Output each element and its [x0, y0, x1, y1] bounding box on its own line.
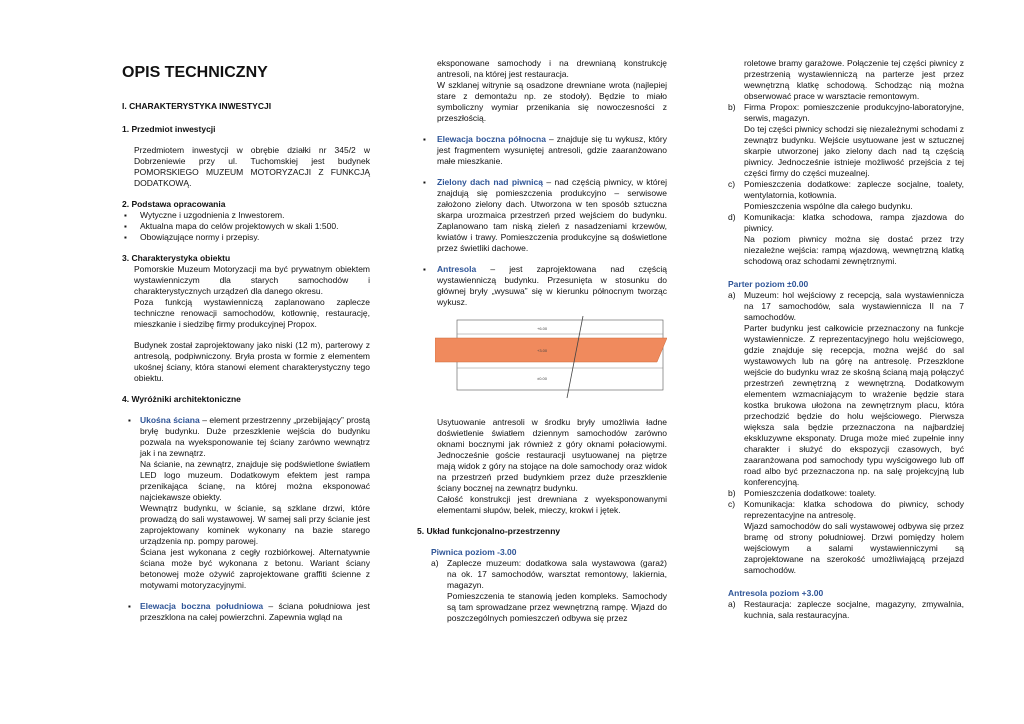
list-item-ground-a: [728, 290, 964, 488]
list-item-text-2: Do tej części piwnicy schodzi się niezależnymi schodami z zewnątrz budynku. Wejście usytuowane jest w sztucznej skarpie utworzonej jako zielony dach nad tą częścią piwnicy. Jednocześnie istnieje możliwość przejścia z tej części firmy do części muzealnej.: [744, 124, 964, 178]
list-item-basement-b: [728, 102, 964, 179]
paragraph-wall-3: Wewnątrz budynku, w ścianie, są szklane drzwi, które prowadzą do sali wystawowej. W samej sali przy ścianie jest zaprojektowany kominek wykonany na bazie starego urządzenia np. pompy parowej.: [140, 503, 370, 546]
list-item-green-roof: [417, 177, 667, 254]
list-item-body: [744, 102, 964, 179]
level-heading-mezzanine: Antresola poziom +3.00: [728, 588, 824, 598]
list-item-text: Komunikacja: klatka schodowa, rampa zjazdowa do piwnicy.: [744, 212, 964, 233]
document-title: OPIS TECHNICZNY: [122, 64, 268, 81]
list-marker: a): [728, 290, 736, 300]
subsection-heading-layout: 5. Układ funkcjonalno-przestrzenny: [417, 526, 561, 536]
paragraph-mezzanine-light: Usytuowanie antresoli w środku bryły umożliwia ładne doświetlenie światłem dziennym samochodów zarówno oknami bocznymi jak również z góry oknami połaciowymi. Jednocześnie goście restauracji usytuowanej na piętrze mają widok z góry na stojące na dole samochody oraz widok na przestrzeń przed budynkiem przez duże przeszklenie ściany bocznej na zewnątrz budynku.: [437, 417, 667, 493]
mezzanine-shape: [435, 338, 667, 362]
section-diagram: [435, 316, 667, 404]
list-item-slanted-wall: [122, 415, 370, 459]
list-item-north-elevation: [417, 134, 667, 167]
list-item-body: [744, 179, 964, 212]
term-green-roof: Zielony dach nad piwnicą: [437, 177, 543, 187]
list-item: ▪ Aktualna mapa do celów projektowych w skali 1:500.: [122, 221, 370, 232]
term-description: – ściana południowa jest przeszklona na całej powierzchni. Zapewnia wgląd na: [140, 601, 370, 622]
list-item-text: Pomieszczenia dodatkowe: zaplecze socjalne, toalety, wentylatornia, kotłownia.: [744, 179, 964, 200]
list-marker: d): [728, 212, 736, 222]
list-item-text-2: Parter budynku jest całkowicie przeznaczony na funkcje wystawiennicze. Z reprezentacyjnego holu wejściowego, gdzie znajduje się recepcja, można wejść do sal wystawowych lub na górę na antresolę. Przeszklone wejście do budynku wraz ze skośną ścianą mają połączyć przestrzeń zewnętrzną z wewnętrzną. Dodatkowym elementem wzmacniającym to wrażenie będzie stara kostka brukowa ułożona na zewnętrznym placu, która przechodzić będzie do holu wejściowego. Pierwsza większa sala będzie przeznaczona na najbardziej ekskluzywne eksponaty. Druga może mieć zupełnie inny charakter i służyć do ekspozycji czasowych, być zaaranżowana pod samochody typu wyścigowego lub off road albo być przeznaczona np. na salę projekcyjną lub konferencyjną.: [744, 323, 964, 487]
list-item-text-2: Pomieszczenia te stanowią jeden kompleks. Samochody są tam sprowadzane przez wewnętrzną rampę. Wjazd do poszczególnych pomieszczeń odbywa się przez: [447, 591, 667, 623]
list-item-body: [744, 212, 964, 267]
list-item-body: [744, 499, 964, 576]
paragraph-window: W szklanej witrynie są osadzone drewniane wrota (najlepiej stare z demontażu np. ze stodoły). Będzie to miało symboliczny wymiar przenikania się nowoczesności z przeszłością.: [437, 80, 667, 123]
list-item-mezzanine: [417, 264, 667, 308]
subsection-heading-basis: 2. Podstawa opracowania: [122, 199, 226, 209]
term-description: – znajduje się tu wykusz, który jest fragmentem wysuniętej antresoli, gdzie zaaranżowano małe mieszkanie.: [437, 134, 667, 166]
level-label: ±0.00: [537, 376, 547, 381]
list-marker: c): [728, 499, 736, 509]
term-description: – element przestrzenny „przebijający” prostą bryłę budynku. Duże przeszklenie wejścia do budynku pozwala na wyeksponowanie tej ściany zarówno wewnątrz jak i na zewnątrz.: [140, 415, 371, 458]
paragraph-continued: eksponowane samochody i na drewnianą konstrukcję antresoli, na której jest restauracja.: [437, 58, 667, 79]
list-item-mezzanine-a: [728, 599, 964, 621]
list-item-text: Komunikacja: klatka schodowa do piwnicy, schody reprezentacyjne na antresolę.: [744, 499, 964, 520]
term-description: – jest zaprojektowana nad częścią wystawienniczą budynku. Przesunięta w stosunku do głównej bryły „wysuwa” się w kierunku północnym tworząc wykusz.: [437, 264, 667, 307]
list-item-text-2: Pomieszczenia wspólne dla całego budynku.: [744, 201, 913, 211]
paragraph-wall-4: Ściana jest wykonana z cegły rozbiórkowej. Alternatywnie ściana może być wykonana z betonu. Wariant ściany betonowej może ożywić zaprojektowane graffiti ścienne z motywami motoryzacyjnymi.: [140, 547, 370, 590]
paragraph-continued: roletowe bramy garażowe. Połączenie tej części piwnicy z przestrzenią wystawienniczą na parterze jest przez wewnętrzną klatkę schodową. Schodząc nią można obserwować prace w warsztacie remontowym.: [744, 58, 964, 101]
column-left: [122, 58, 370, 623]
list-item-south-elevation: [122, 601, 370, 623]
term-south-elevation: Elewacja boczna południowa: [140, 601, 264, 611]
list-item-body: [744, 290, 964, 488]
list-item: ▪ Wytyczne i uzgodnienia z Inwestorem.: [122, 210, 370, 221]
paragraph-characteristics-2: Poza funkcją wystawienniczą zaplanowano zaplecze techniczne renowacji samochodów, kotłownię, restaurację, mieszkanie i siedzibę firmy produkcyjnej Propox.: [134, 297, 370, 329]
list-item-basement-a: [417, 558, 667, 624]
term-description: – nad częścią piwnicy, w której znajdują się pomieszczenia produkcyjno – serwisowe założono zielony dach. Utworzona w ten sposób sztuczna skarpa urozmaica przestrzeń przed wejściem do budynku. Zaplanowano tam niską zieleń z nasadzeniami krzewów, kwiatów i trawy. Pomieszczenia produkcyjne są doświetlone przez świetliki dachowe.: [437, 177, 667, 253]
level-heading-ground: Parter poziom ±0.00: [728, 279, 809, 289]
column-middle: [417, 58, 667, 624]
list-item-body: [447, 558, 667, 624]
subsection-heading-characteristics: 3. Charakterystyka obiektu: [122, 253, 231, 263]
level-heading-basement: Piwnica poziom -3.00: [431, 547, 517, 557]
list-item-ground-b: [728, 488, 964, 499]
list-item-ground-c: [728, 499, 964, 576]
term-north-elevation: Elewacja boczna północna: [437, 134, 546, 144]
subsection-heading-subject: 1. Przedmiot inwestycji: [122, 124, 216, 134]
list-item-basement-d: [728, 212, 964, 267]
term-mezzanine: Antresola: [437, 264, 477, 274]
list-item-text: Restauracja: zaplecze socjalne, magazyny, zmywalnia, kuchnia, sala restauracyjna.: [744, 599, 964, 620]
list-item-text-2: Wjazd samochodów do sali wystawowej odbywa się przez bramę od strony południowej. Drzwi pomiędzy holem wejściowym a salami wystawienniczymi są zaprojektowane na szerokość umożliwiającą przejazd samochodów.: [744, 521, 964, 575]
list-marker: b): [728, 488, 736, 498]
list-marker: a): [728, 599, 736, 609]
list-item-text: Pomieszczenia dodatkowe: toalety.: [744, 488, 877, 498]
term-slanted-wall: Ukośna ściana: [140, 415, 200, 425]
paragraph-structure: Całość konstrukcji jest drewniana z wyeksponowanymi elementami słupów, belek, mieczy, krokwi i jętek.: [437, 494, 667, 515]
paragraph-wall-2: Na ścianie, na zewnątrz, znajduje się podświetlone światłem LED logo muzeum. Dodatkowym efektem jest rampa przenikająca ścianę, na której można eksponować najciekawsze obiekty.: [140, 459, 370, 502]
section-heading-investment: I. CHARAKTERYSTYKA INWESTYCJI: [122, 101, 272, 111]
list-marker: b): [728, 102, 736, 112]
list-item-basement-c: [728, 179, 964, 212]
paragraph-subject: Przedmiotem inwestycji w obrębie działki nr 345/2 w Dobrzeniewie przy ul. Tuchomskiej jest budynek POMORSKIEGO MUZEUM MOTORYZACJI Z FUNKCJĄ DODATKOWĄ.: [134, 145, 370, 188]
level-label: +6.00: [537, 326, 548, 331]
subsection-heading-features: 4. Wyróżniki architektoniczne: [122, 394, 241, 404]
list-item-text: Firma Propox: pomieszczenie produkcyjno-laboratoryjne, serwis, magazyn.: [744, 102, 964, 123]
paragraph-characteristics-3: Budynek został zaprojektowany jako niski (12 m), parterowy z antresolą, podpiwniczony. Bryła prosta w formie z elementem ukośnej ściany, która stanowi element charakterystyczny tego obiektu.: [134, 340, 370, 383]
list-item-text: Muzeum: hol wejściowy z recepcją, sala wystawiennicza na 17 samochodów, sala wystawiennicza II na 7 samochodów.: [744, 290, 964, 322]
list-item-text-2: Na poziom piwnicy można się dostać przez trzy niezależne wejścia: rampą wjazdową, wewnętrzną klatką schodową oraz schodami zewnętrznymi.: [744, 234, 964, 266]
list-item: ▪ Obowiązujące normy i przepisy.: [122, 232, 370, 243]
list-marker: c): [728, 179, 736, 189]
level-label: +3.00: [537, 348, 548, 353]
list-marker: a): [431, 558, 439, 568]
list-item-text: Zaplecze muzeum: dodatkowa sala wystawowa (garaż) na ok. 17 samochodów, warsztat remontowy, lakiernia, magazyn.: [447, 558, 667, 590]
paragraph-characteristics-1: Pomorskie Muzeum Motoryzacji ma być prywatnym obiektem wystawienniczym dla starych samochodów i charakterystycznych urządzeń dla danego okresu.: [134, 264, 370, 296]
column-right: [728, 58, 964, 621]
